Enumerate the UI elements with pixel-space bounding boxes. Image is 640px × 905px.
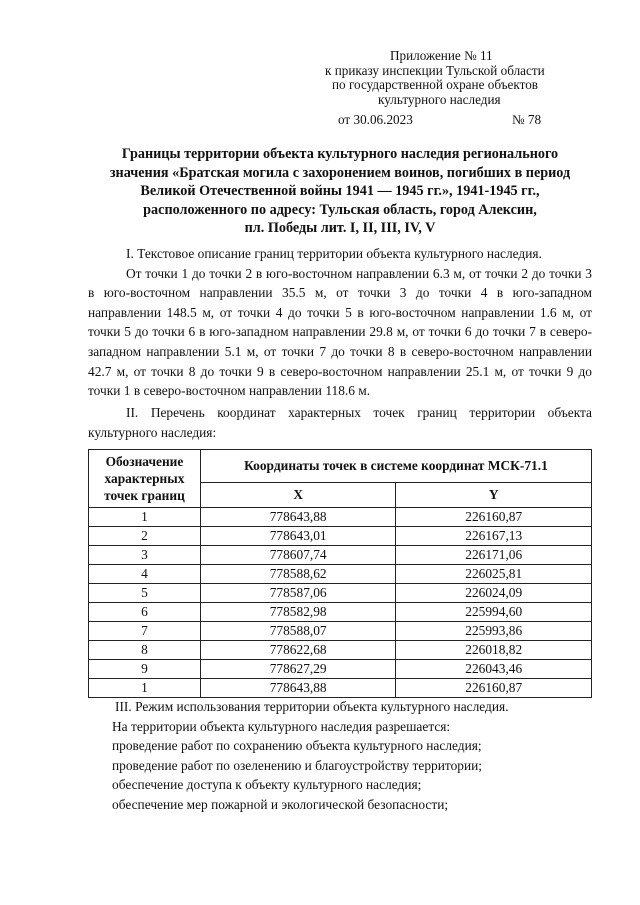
x-cell: 778643,88 bbox=[200, 679, 396, 698]
section-1 bbox=[88, 244, 592, 401]
section-3 bbox=[112, 697, 509, 815]
section-1-heading: I. Текстовое описание границ территории объекта культурного наследия. bbox=[126, 246, 542, 261]
section-2-heading: II. Перечень координат характерных точек границ территории объекта культурного наследия: bbox=[88, 405, 592, 440]
point-cell: 6 bbox=[89, 603, 201, 622]
x-cell: 778607,74 bbox=[200, 546, 396, 565]
title-line: пл. Победы лит. I, II, III, IV, V bbox=[244, 220, 436, 237]
section-3-line: обеспечение мер пожарной и экологической безопасности; bbox=[112, 796, 449, 812]
title-line: расположенного по адресу: Тульская область, город Алексин, bbox=[143, 201, 537, 218]
attachment-line-1: Приложение № 11 bbox=[390, 48, 493, 63]
point-cell: 3 bbox=[89, 546, 201, 565]
table-row bbox=[89, 527, 592, 546]
y-cell: 225993,86 bbox=[396, 622, 592, 641]
point-cell: 4 bbox=[89, 565, 201, 584]
col-y-header: Y bbox=[396, 482, 592, 507]
point-cell: 8 bbox=[89, 641, 201, 660]
section-1-text: От точки 1 до точки 2 в юго-восточном направлении 6.3 м, от точки 2 до точки 3 в юго-восточном направлении 35.5 м, от точки 3 до точки 4 в юго-западном направлении 148.5 м, от точки 4 до точки 5 в юго-восточном направлении 1.6 м, от точки 5 до точки 6 в юго-западном направлении 29.8 м, от точки 6 до точки 7 в северо-западном направлении 5.1 м, от точки 7 до точки 8 в северо-восточном направлении 42.7 м, от точки 8 до точки 9 в северо-восточном направлении 25.1 м, от точки 9 до точки 1 в северо-восточном направлении 118.6 м. bbox=[88, 265, 592, 399]
section-3-line: обеспечение доступа к объекту культурного наследия; bbox=[112, 777, 422, 793]
y-cell: 226167,13 bbox=[396, 527, 592, 546]
table-row bbox=[89, 565, 592, 584]
x-cell: 778643,01 bbox=[200, 527, 396, 546]
table-row bbox=[89, 622, 592, 641]
x-cell: 778582,98 bbox=[200, 603, 396, 622]
point-cell: 1 bbox=[89, 508, 201, 527]
point-cell: 2 bbox=[89, 527, 201, 546]
title-line: Великой Отечественной войны 1941 — 1945 гг.», 1941-1945 гг., bbox=[140, 183, 540, 200]
table-row bbox=[89, 660, 592, 679]
coords-system-header: Координаты точек в системе координат МСК-71.1 bbox=[200, 450, 591, 483]
col-point-header: Обозначение характерных точек границ bbox=[89, 450, 201, 508]
section-2 bbox=[88, 403, 592, 442]
x-cell: 778588,07 bbox=[200, 622, 396, 641]
document-title bbox=[70, 145, 610, 238]
y-cell: 226160,87 bbox=[396, 679, 592, 698]
attachment-number: № 78 bbox=[512, 112, 542, 127]
x-cell: 778643,88 bbox=[200, 508, 396, 527]
x-cell: 778587,06 bbox=[200, 584, 396, 603]
y-cell: 226171,06 bbox=[396, 546, 592, 565]
section-3-line: проведение работ по сохранению объекта культурного наследия; bbox=[112, 738, 482, 754]
y-cell: 225994,60 bbox=[396, 603, 592, 622]
y-cell: 226024,09 bbox=[396, 584, 592, 603]
table-row bbox=[89, 679, 592, 698]
point-cell: 9 bbox=[89, 660, 201, 679]
x-cell: 778588,62 bbox=[200, 565, 396, 584]
title-line: Границы территории объекта культурного наследия регионального bbox=[121, 146, 559, 162]
col-x-header: X bbox=[200, 482, 396, 507]
section-3-line: проведение работ по озеленению и благоустройству территории; bbox=[112, 757, 483, 773]
attachment-line-2: к приказу инспекции Тульской области bbox=[325, 62, 545, 78]
section-3-line: На территории объекта культурного наследия разрешается: bbox=[112, 718, 451, 734]
section-3-heading: III. Режим использования территории объекта культурного наследия. bbox=[115, 699, 509, 714]
attachment-date: от 30.06.2023 bbox=[338, 112, 413, 127]
table-row bbox=[89, 508, 592, 527]
y-cell: 226025,81 bbox=[396, 565, 592, 584]
y-cell: 226043,46 bbox=[396, 660, 592, 679]
table-row bbox=[89, 641, 592, 660]
x-cell: 778627,29 bbox=[200, 660, 396, 679]
table-row bbox=[89, 584, 592, 603]
point-cell: 1 bbox=[89, 679, 201, 698]
x-cell: 778622,68 bbox=[200, 641, 396, 660]
coordinates-table bbox=[88, 449, 592, 698]
y-cell: 226160,87 bbox=[396, 508, 592, 527]
y-cell: 226018,82 bbox=[396, 641, 592, 660]
attachment-line-3: по государственной охране объектов bbox=[332, 77, 539, 92]
point-cell: 5 bbox=[89, 584, 201, 603]
title-line: значения «Братская могила с захоронением воинов, погибших в период bbox=[109, 164, 571, 181]
point-cell: 7 bbox=[89, 622, 201, 641]
table-row bbox=[89, 603, 592, 622]
table-row bbox=[89, 546, 592, 565]
attachment-line-4: культурного наследия bbox=[378, 91, 501, 107]
